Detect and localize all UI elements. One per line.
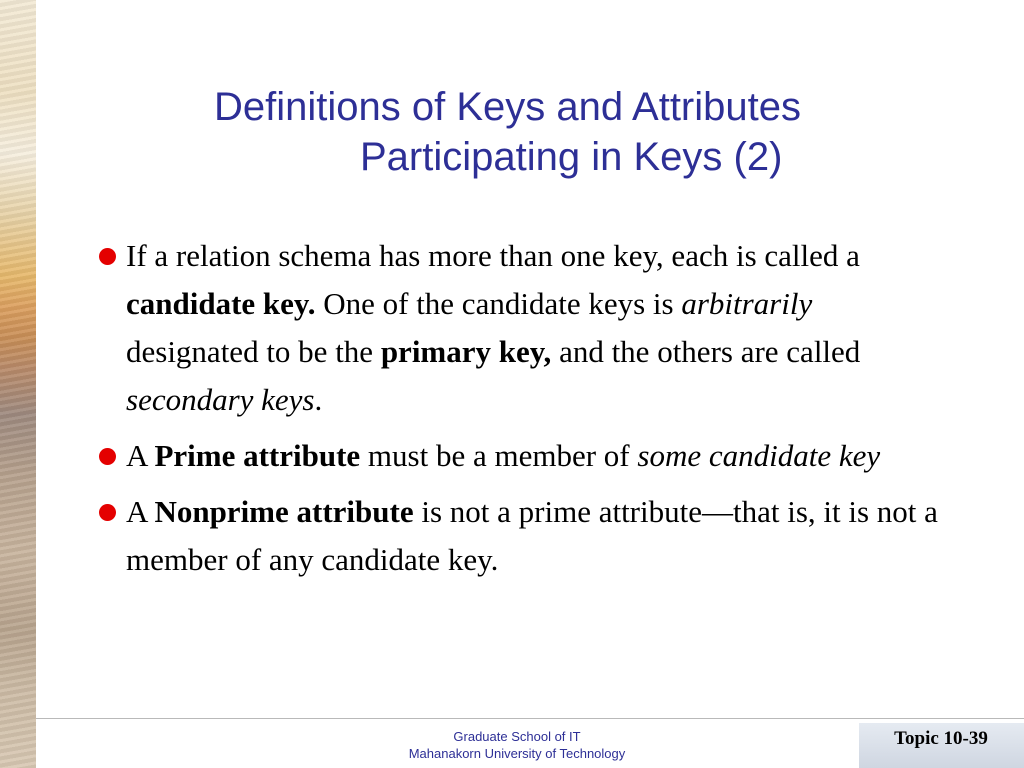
text-segment: and the others are called xyxy=(551,334,861,369)
text-segment: must be a member of xyxy=(360,438,638,473)
text-segment: If a relation schema has more than one key, each is called a xyxy=(126,238,860,273)
slide-title xyxy=(200,82,900,182)
slide-title-line-2: Participating in Keys (2) xyxy=(360,135,783,179)
bullet-item-prime-attribute xyxy=(98,432,948,480)
decorative-side-strip xyxy=(0,0,36,768)
slide-title-line-1: Definitions of Keys and Attributes xyxy=(214,85,801,129)
text-segment: designated to be the xyxy=(126,334,381,369)
footer-divider xyxy=(36,718,1024,719)
bullet-dot-icon xyxy=(99,504,116,521)
bullet-dot-icon xyxy=(99,248,116,265)
term-candidate-key: candidate key. xyxy=(126,286,316,321)
term-nonprime-attribute: Nonprime attribute xyxy=(154,494,414,529)
bullet-item-nonprime-attribute xyxy=(98,488,948,584)
bullet-item-candidate-key xyxy=(98,232,948,424)
emphasis-arbitrarily: arbitrarily xyxy=(681,286,813,321)
bullet-text xyxy=(126,494,938,577)
term-secondary-keys: secondary keys xyxy=(126,382,315,417)
bullet-list xyxy=(98,232,948,592)
text-segment: . xyxy=(314,382,323,417)
footer-university: Mahanakorn University of Technology xyxy=(408,746,626,761)
text-segment: A xyxy=(126,438,155,473)
text-segment: A xyxy=(126,494,155,529)
bullet-text xyxy=(126,438,880,473)
emphasis-some-candidate-key: some candidate key xyxy=(637,438,881,473)
bullet-text xyxy=(126,238,860,417)
bullet-dot-icon xyxy=(99,448,116,465)
text-segment: One of the candidate keys is xyxy=(315,286,682,321)
footer-school: Graduate School of IT xyxy=(453,729,581,744)
text-segment: is not a prime attribute—that is, it is not a member of any candidate key. xyxy=(126,494,938,577)
term-prime-attribute: Prime attribute xyxy=(154,438,361,473)
term-primary-key: primary key, xyxy=(380,334,552,369)
topic-label: Topic 10-39 xyxy=(858,722,1024,768)
